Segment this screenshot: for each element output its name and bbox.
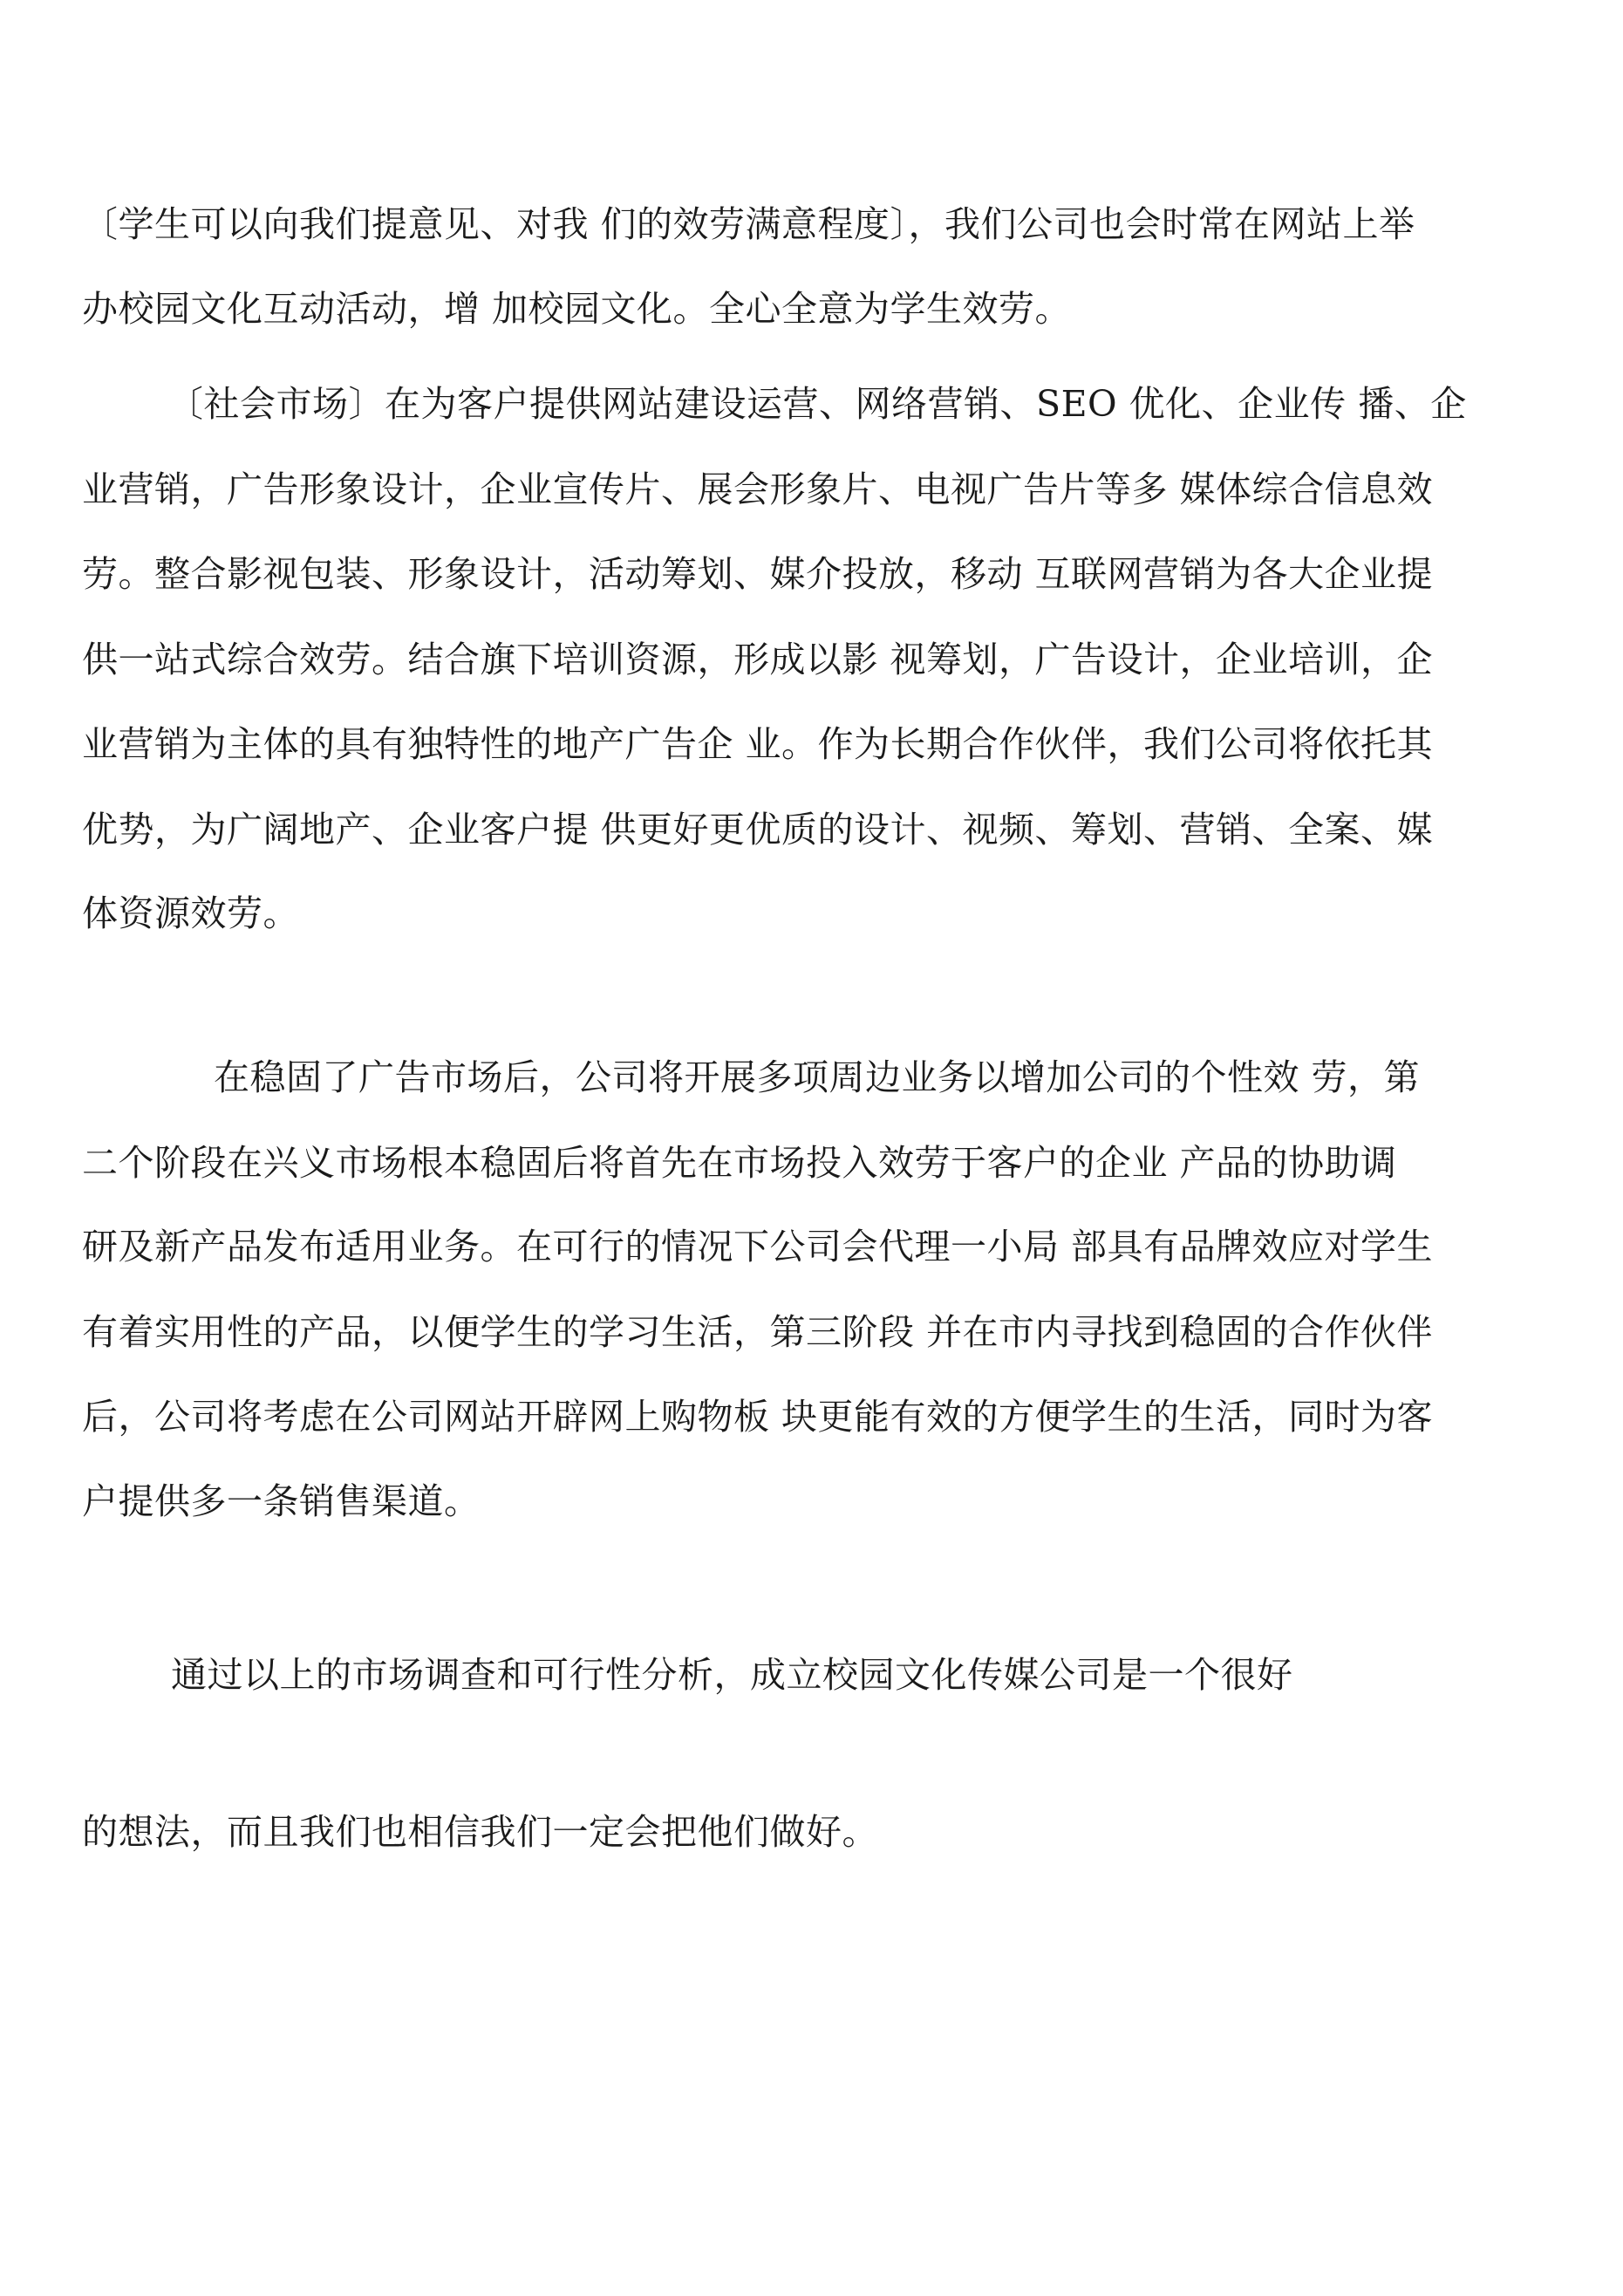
paragraph-1-line-1: 〔学生可以向我们提意见、对我 们的效劳满意程度〕，我们公司也会时常在网站上举 [82, 203, 1415, 245]
paragraph-3-line-4: 有着实用性的产品，以便学生的学习生活，第三阶段 并在市内寻找到稳固的合作伙伴 [82, 1311, 1434, 1353]
paragraph-2-line-6: 优势，为广阔地产、企业客户提 供更好更优质的设计、视频、筹划、营销、全案、媒 [82, 809, 1434, 851]
paragraph-3-line-1: 在稳固了广告市场后，公司将开展多项周边业务以增加公司的个性效 劳，第 [214, 1056, 1421, 1098]
paragraph-2-line-2: 业营销，广告形象设计，企业宣传片、展会形象片、电视广告片等多 媒体综合信息效 [82, 468, 1434, 510]
paragraph-3-line-3: 研及新产品发布适用业务。在可行的情况下公司会代理一小局 部具有品牌效应对学生 [82, 1226, 1434, 1268]
paragraph-3-line-2: 二个阶段在兴义市场根本稳固后将首先在市场投入效劳于客户的企业 产品的协助调 [82, 1142, 1397, 1184]
paragraph-4-line-1: 通过以上的市场调查和可行性分析，成立校园文化传媒公司是一个很好 [171, 1654, 1293, 1696]
paragraph-1-line-2: 办校园文化互动活动，增 加校园文化。全心全意为学生效劳。 [82, 288, 1072, 330]
paragraph-2-line-4: 供一站式综合效劳。结合旗下培训资源，形成以影 视筹划，广告设计，企业培训，企 [82, 639, 1434, 680]
paragraph-2-line-3: 劳。整合影视包装、形象设计，活动筹划、媒介投放，移动 互联网营销为各大企业提 [82, 553, 1434, 595]
paragraph-4-line-2: 的想法，而且我们也相信我们一定会把他们做好。 [82, 1811, 878, 1853]
paragraph-2-line-1: 〔社会市场〕在为客户提供网站建设运营、网络营销、SEO 优化、企业传 播、企 [167, 383, 1467, 425]
paragraph-2-line-7: 体资源效劳。 [82, 892, 299, 934]
paragraph-3-line-6: 户提供多一条销售渠道。 [82, 1480, 481, 1522]
paragraph-2-line-5: 业营销为主体的具有独特性的地产广告企 业。作为长期合作伙伴，我们公司将依托其 [82, 723, 1434, 765]
paragraph-3-line-5: 后，公司将考虑在公司网站开辟网上购物板 块更能有效的方便学生的生活，同时为客 [82, 1396, 1434, 1438]
